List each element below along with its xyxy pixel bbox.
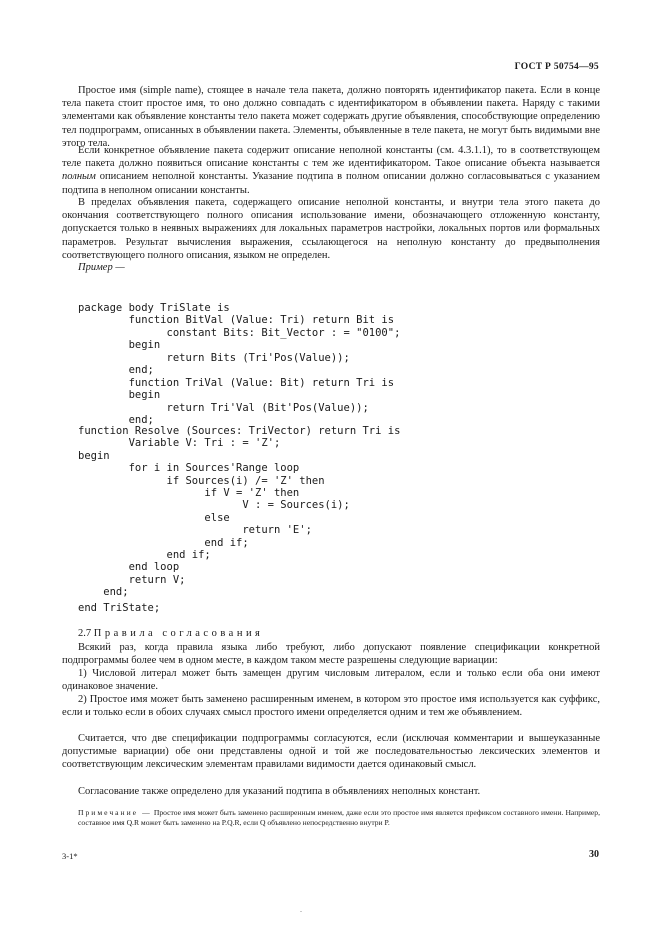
example-label: Пример — (78, 262, 125, 273)
italic-term-full: полным (62, 171, 96, 183)
standard-header: ГОСТ Р 50754—95 (514, 62, 599, 72)
section-number: 2.7 (78, 628, 92, 639)
paragraph-deferred-constant-part1: Если конкретное объявление пакета содержит описание неполной константы (см. 4.3.1.1), то в соответствующем теле пакета должно появиться описание константы с тем же идентификатором. Такое описание объекта называется (62, 145, 600, 170)
paragraph-subtype-conformance: Согласование также определено для указаний подтипа в объявлениях неполных констант. (78, 786, 481, 797)
footer-signature: 3-1* (62, 851, 78, 861)
code-block-resolve: function Resolve (Sources: TriVector) return Tri is Variable V: Tri : = 'Z'; begin for i in Sources'Range loop if Sources(i) /= 'Z' then if V = 'Z' then V : = Sources(i); else return 'E'; end if; end if; end loop return V; end; (78, 425, 401, 599)
stray-mark: . (300, 905, 302, 914)
code-block-end: end TriState; (78, 602, 161, 614)
code-block-package-body: package body TriSlate is function BitVal (Value: Tri) return Bit is constant Bits: Bit_Vector : = "0100"; begin return Bits (Tri'Pos(Value)); end; (78, 302, 401, 377)
section-heading (78, 628, 263, 639)
paragraph-deferred-constant (62, 144, 600, 197)
paragraph-variation-2: 2) Простое имя может быть заменено расширенным именем, в котором это простое имя используется как суффикс, если и только если в обоих случаях смысл простого имени определяется одним и тем же объявлением. (62, 694, 600, 719)
code-block-trival: function TriVal (Value: Bit) return Tri is begin return Tri'Val (Bit'Pos(Value)); end; (128, 377, 395, 427)
page-number: 30 (589, 849, 599, 860)
paragraph-conformance-rule: Считается, что две спецификации подпрограммы согласуются, если (исключая комментарии и вышеуказанные допустимые вариации) обе они представлены одной и той же последовательностью лексических элементов и соответствующим лексическим элементам правилами видимости дается одинаковый смысл. (62, 733, 600, 771)
section-title: Правила согласования (93, 628, 264, 639)
paragraph-deferred-constant-part2: описанием неполной константы. Указание подтипа в полном описании должно согласовываться с указанием подтипа в неполном описании константы. (62, 171, 600, 196)
footnote (78, 808, 600, 828)
paragraph-variation-1: 1) Числовой литерал может быть замещен другим числовым литералом, если и только если оба они имеют одинаковое значение. (62, 668, 600, 693)
note-label: Примечание — (78, 808, 152, 817)
paragraph-simple-name: Простое имя (simple name), стоящее в начале тела пакета, должно повторять идентификатор пакета. Если в конце тела пакета стоит простое имя, то оно должно совпадать с идентификатором в объявлении пакета. Наряду с такими элементами как объявление константы тело пакета может содержать другие объявления, способствующие определению тел подпрограмм, описанных в объявлении пакета. Элементы, объявленные в теле пакета, не могут быть видимыми вне этого тела. (62, 85, 600, 149)
paragraph-conformance-intro: Всякий раз, когда правила языка либо требуют, либо допускают появление спецификации конкретной подпрограммы более чем в одном месте, в каждом таком месте разрешены следующие вариации: (62, 642, 600, 667)
paragraph-deferred-usage: В пределах объявления пакета, содержащего описание неполной константы, и внутри тела этого пакета до окончания соответствующего полного описания использование имени, обозначающего отложенную константу, допускается только в неявных выражениях для локальных параметров настройки, локальных портов или формальных параметров. Результат вычисления выражения, ссылающегося на неполную константу до предвыполнения соответствующего полного описания, языком не определен. (62, 197, 600, 261)
note-text: Простое имя может быть заменено расширенным именем, даже если это простое имя является префиксом составного имени. Например, составное имя Q.R может быть заменено на P.Q.R, если Q объявлено непосредственно внутри P. (78, 808, 600, 827)
